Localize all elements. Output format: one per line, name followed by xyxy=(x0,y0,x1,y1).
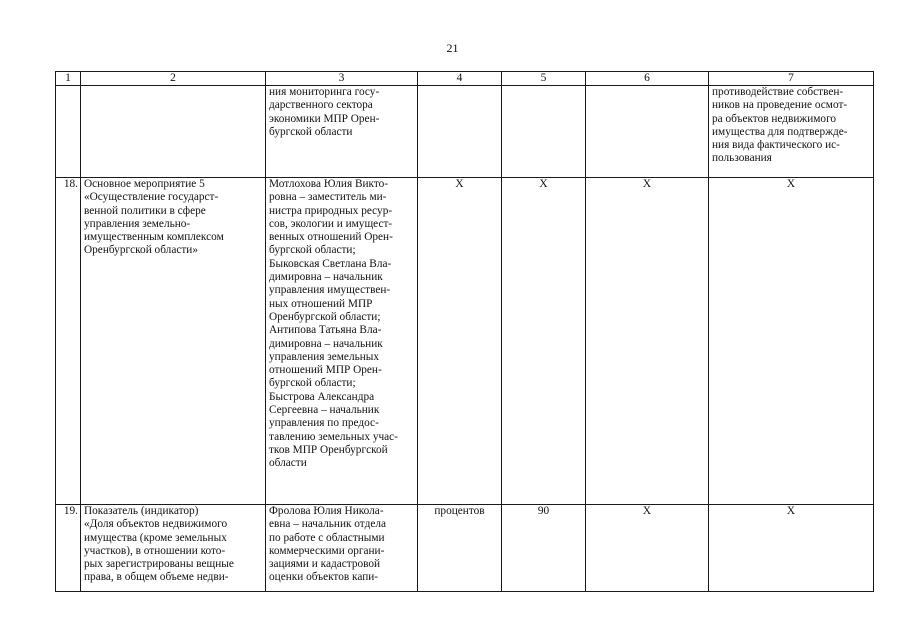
table-row xyxy=(56,178,874,505)
row-responsible: Мотлохова Юлия Викто- ровна – заместитель ми- нистра природных ресур- сов, экологии и имущест- венных отношений Орен- бургской области; Быковская Светлана Вла- димировна – начальник управления имуществен- ных отношений МПР Оренбургской области; Антипова Татьяна Вла- димировна – начальник управления земельных отношений МПР Орен- бургской области; Быстрова Александра Сергеевна – начальник управления по предос- тавлению земельных учас- тков МПР Оренбургской области xyxy=(266,178,418,505)
column-number-row xyxy=(56,72,874,86)
column-number: 3 xyxy=(266,72,418,86)
row-value xyxy=(502,86,586,178)
row-number xyxy=(56,86,81,178)
column-number: 2 xyxy=(81,72,266,86)
row-unit: процентов xyxy=(418,505,502,592)
column-number: 5 xyxy=(502,72,586,86)
row-value: Х xyxy=(502,178,586,505)
column-number: 6 xyxy=(586,72,709,86)
table-row xyxy=(56,86,874,178)
program-table xyxy=(55,71,874,592)
row-col7: противодействие собствен- ников на проведение осмот- ра объектов недвижимого имущества для подтвержде- ния вида фактического ис- пользования xyxy=(709,86,874,178)
column-number: 4 xyxy=(418,72,502,86)
row-name xyxy=(81,86,266,178)
column-number: 1 xyxy=(56,72,81,86)
row-name: Показатель (индикатор) «Доля объектов недвижимого имущества (кроме земельных участков), в отношении кото- рых зарегистрированы вещные права, в общем объеме недви- xyxy=(81,505,266,592)
column-number: 7 xyxy=(709,72,874,86)
row-number: 19. xyxy=(56,505,81,592)
row-value: 90 xyxy=(502,505,586,592)
row-number: 18. xyxy=(56,178,81,505)
row-responsible: Фролова Юлия Никола- евна – начальник отдела по работе с областными коммерческими органи- зациями и кадастровой оценки объектов капи- xyxy=(266,505,418,592)
row-name: Основное мероприятие 5 «Осуществление государст- венной политики в сфере управления земельно- имущественным комплексом Оренбургской области» xyxy=(81,178,266,505)
row-unit: Х xyxy=(418,178,502,505)
row-col6 xyxy=(586,86,709,178)
row-col6: Х xyxy=(586,505,709,592)
page-number: 21 xyxy=(446,41,459,55)
row-responsible: ния мониторинга госу- дарственного сектора экономики МПР Орен- бургской области xyxy=(266,86,418,178)
table-row xyxy=(56,505,874,592)
row-col7: Х xyxy=(709,178,874,505)
page-bottom-margin xyxy=(55,597,873,640)
row-col6: Х xyxy=(586,178,709,505)
row-col7: Х xyxy=(709,505,874,592)
row-unit xyxy=(418,86,502,178)
